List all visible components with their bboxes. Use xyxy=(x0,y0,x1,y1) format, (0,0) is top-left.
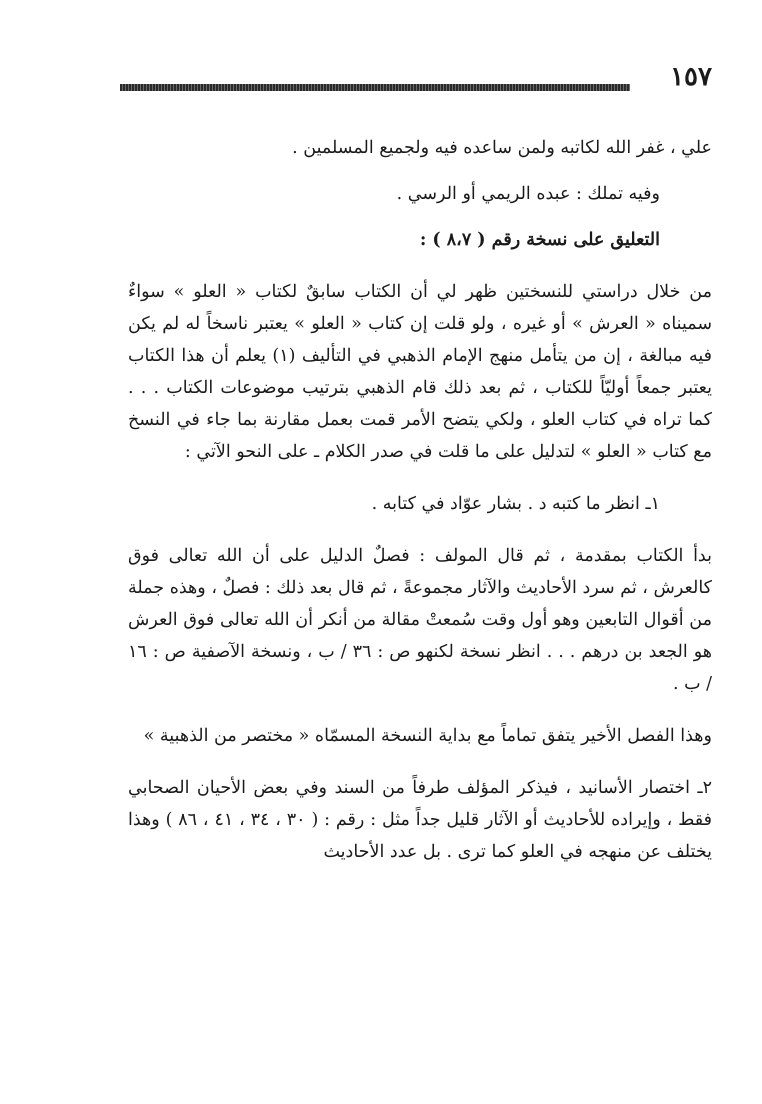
page-body xyxy=(128,132,712,868)
section-heading: التعليق على نسخة رقم ( ٨،٧ ) : xyxy=(419,230,660,250)
paragraph-ownership-note: وفيه تملك : عبده الريمي أو الرسي . xyxy=(396,184,660,204)
paragraph-footnote-reference: ١ـ انظر ما كتبه د . بشار عوّاد في كتابه . xyxy=(371,494,660,514)
paragraph-last-chapter-note: وهذا الفصل الأخير يتفق تماماً مع بداية النسخة المسمّاه « مختصر من الذهبية » xyxy=(143,726,712,746)
paragraph-comparison-intro: من خلال دراستي للنسختين ظهر لي أن الكتاب سابقٌ لكتاب « العلو » سواءٌ سميناه « العرش » أو غيره ، ولو قلت إن كتاب « العلو » يعتبر ناسخاً له لم يكن فيه مبالغة ، إن من يتأمل منهج الإمام الذهبي في التأليف (١) يعلم أن هذا الكتاب يعتبر جمعاً أوليّاً للكتاب ، ثم بعد ذلك قام الذهبي بترتيب موضوعات الكتاب . . . كما تراه في كتاب العلو ، ولكي يتضح الأمر قمت بعمل مقارنة بما جاء في النسخ مع كتاب « العلو » لتدليل على ما قلت في صدر الكلام ـ على النحو الآتي : xyxy=(128,282,712,462)
page-header xyxy=(120,62,712,98)
paragraph-book-structure: بدأ الكتاب بمقدمة ، ثم قال المولف : فصلٌ الدليل على أن الله تعالى فوق كالعرش ، ثم سرد الأحاديث والآثار مجموعةً ، ثم قال بعد ذلك : فصلٌ ، وهذه جملة من أقوال التابعين وهو أول وقت سُمعتْ مقالة من أنكر أن الله تعالى فوق العرش هو الجعد بن درهم . . . انظر نسخة لكنهو ص : ٣٦ / ب ، ونسخة الآصفية ص : ١٦ / ب . xyxy=(128,546,713,694)
paragraph-abbreviated-chains: ٢ـ اختصار الأسانيد ، فيذكر المؤلف طرفاً من السند وفي بعض الأحيان الصحابي فقط ، وإيراده للأحاديث أو الآثار قليل جداً مثل : رقم : ( ٣٠ ، ٣٤ ، ٤١ ، ٨٦ ) وهذا يختلف عن منهجه في العلو كما ترى . بل عدد الأحاديث xyxy=(128,778,712,862)
paragraph-closing-prayer: علي ، غفر الله لكاتبه ولمن ساعده فيه ولجميع المسلمين . xyxy=(292,138,712,158)
page-number: ١٥٧ xyxy=(670,62,712,92)
header-rule xyxy=(120,84,630,91)
